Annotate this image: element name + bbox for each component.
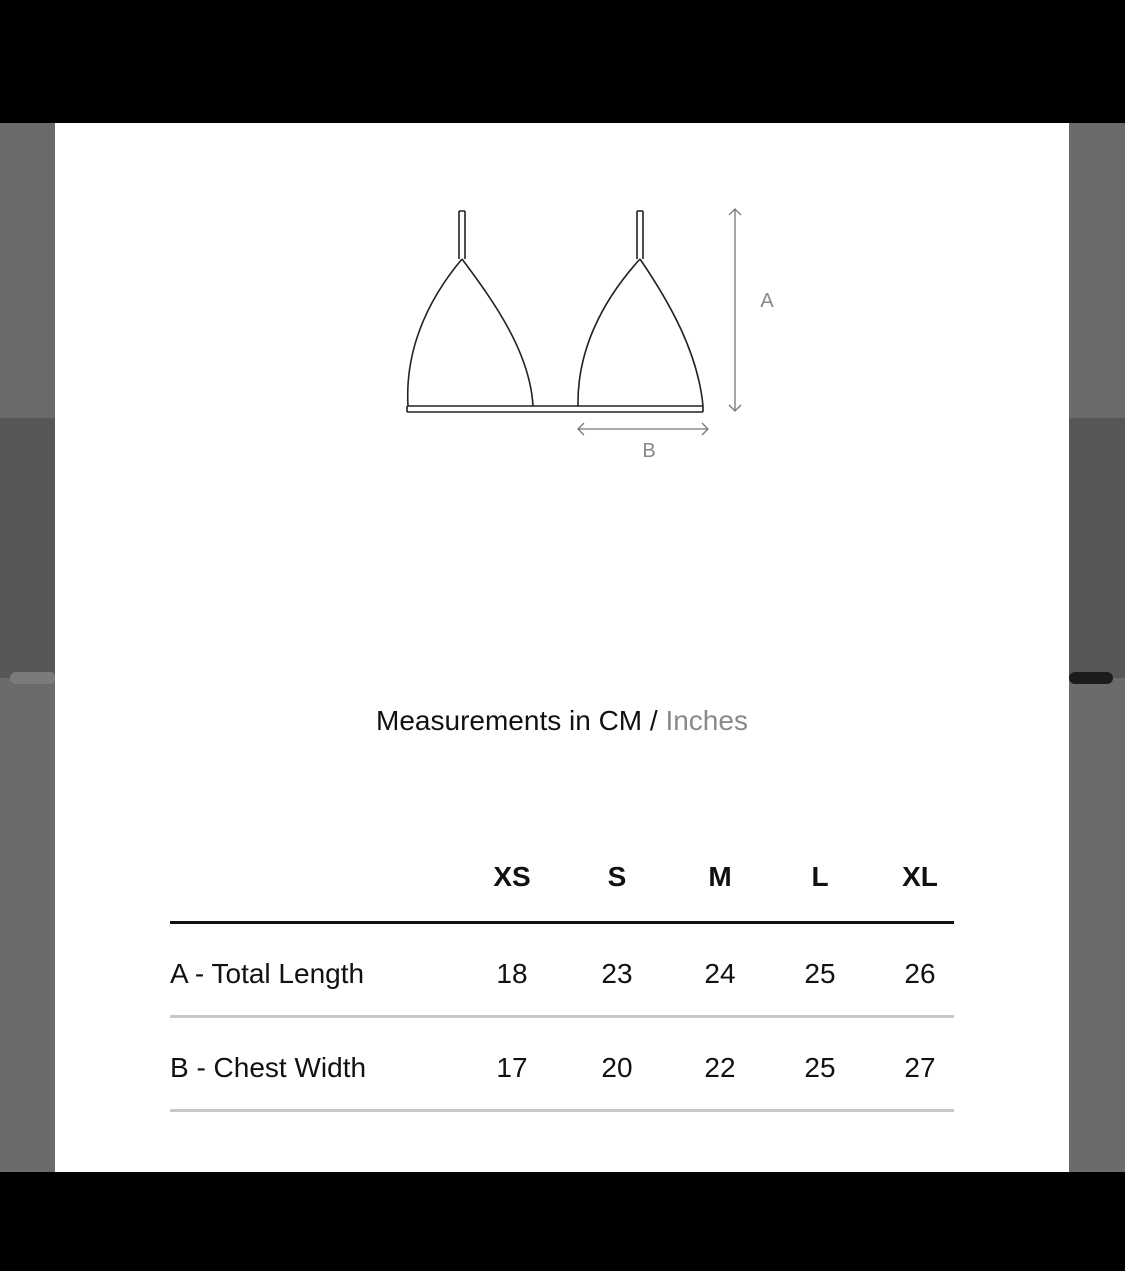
row-label: A - Total Length [170, 958, 365, 989]
band [407, 406, 703, 412]
row-label: B - Chest Width [170, 1052, 367, 1083]
table-row [170, 1018, 954, 1112]
right-strap [637, 211, 643, 259]
heading-primary: Measurements in CM / [376, 705, 658, 736]
table-cell: 24 [704, 958, 736, 989]
right-edge-handle[interactable] [1069, 672, 1113, 684]
size-table [170, 843, 954, 1112]
table-cell: 25 [804, 1052, 836, 1083]
table-cell: 26 [904, 958, 936, 989]
size-header: M [708, 861, 732, 892]
dimension-lines [578, 209, 741, 435]
dimension-b-label: B [642, 440, 656, 462]
size-header: XS [493, 861, 531, 892]
bikini-top-diagram [395, 193, 815, 493]
size-header: S [607, 861, 627, 892]
size-header: XL [902, 861, 938, 892]
table-row [170, 924, 954, 1018]
dimension-b-arrow [578, 423, 708, 435]
table-header-row [170, 843, 954, 924]
table-cell: 27 [904, 1052, 936, 1083]
right-cup [578, 259, 703, 406]
size-header: L [811, 861, 829, 892]
inches-toggle[interactable]: Inches [665, 705, 748, 736]
table-cell: 25 [804, 958, 836, 989]
size-guide-sheet [55, 123, 1069, 1172]
left-edge-handle[interactable] [10, 672, 56, 684]
left-cup [408, 259, 533, 406]
table-cell: 18 [496, 958, 528, 989]
table-cell: 20 [601, 1052, 633, 1083]
table-cell: 17 [496, 1052, 528, 1083]
measurement-heading [55, 705, 1069, 737]
dimension-a-label: A [760, 290, 774, 312]
garment-outline [407, 211, 703, 412]
table-cell: 23 [601, 958, 633, 989]
table-cell: 22 [704, 1052, 736, 1083]
dimension-a-arrow [729, 209, 741, 411]
left-strap [459, 211, 465, 259]
